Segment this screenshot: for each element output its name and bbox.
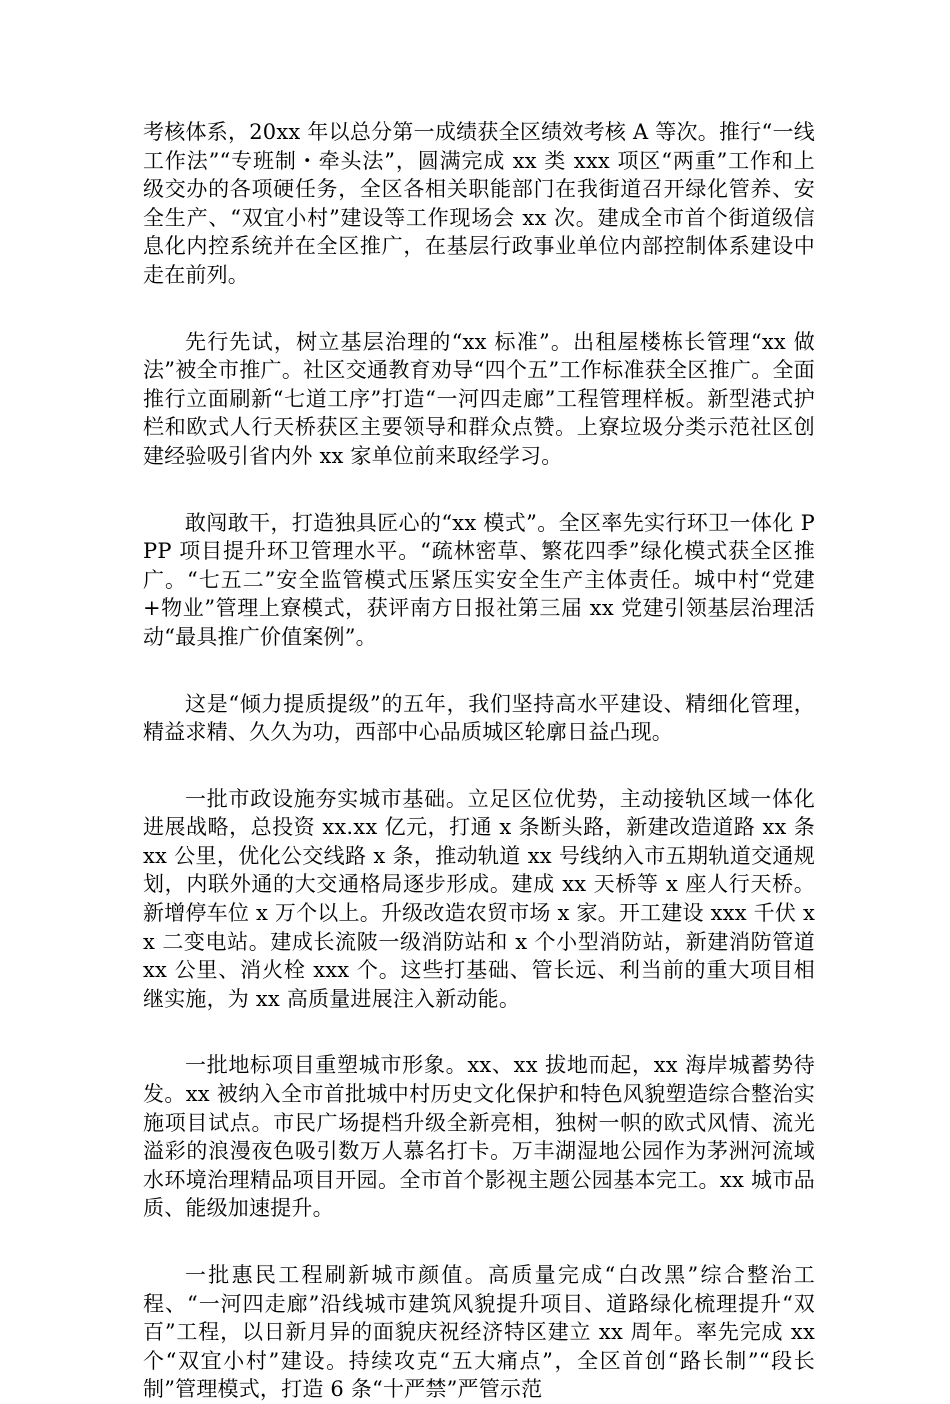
paragraph-6: 一批地标项目重塑城市形象。xx、xx 拔地而起，xx 海岸城蓄势待发。xx 被纳入全市首批城中村历史文化保护和特色风貌塑造综合整治实施项目试点。市民广场提档升级全新亮相，独树一帜的欧式风情、流光溢彩的浪漫夜色吸引数万人慕名打卡。万丰湖湿地公园作为茅洲河流域水环境治理精品项目开园。全市首个影视主题公园基本完工。xx 城市品质、能级加速提升。 [143,1053,815,1221]
paragraph-7: 一批惠民工程刷新城市颜值。高质量完成“白改黑”综合整治工程、“一河四走廊”沿线城市建筑风貌提升项目、道路绿化梳理提升“双百”工程，以日新月异的面貌庆祝经济特区建立 xx 周年。率先完成 xx 个“双宜小村”建设。持续攻克“五大痛点”，全区首创“路长制”“段长制”管理模式，打造 6 条“十严禁”严管示范 [143,1263,815,1402]
paragraph-5: 一批市政设施夯实城市基础。立足区位优势，主动接轨区域一体化进展战略，总投资 xx.xx 亿元，打通 x 条断头路，新建改造道路 xx 条 xx 公里，优化公交线路 x 条，推动轨道 xx 号线纳入市五期轨道交通规划，内联外通的大交通格局逐步形成。建成 xx 天桥等 x 座人行天桥。新增停车位 x 万个以上。升级改造农贸市场 x 家。开工建设 xxx 千伏 xx 二变电站。建成长流陂一级消防站和 x 个小型消防站，新建消防管道 xx 公里、消火栓 xxx 个。这些打基础、管长远、利当前的重大项目相继实施，为 xx 高质量进展注入新动能。 [143,786,815,1011]
paragraph-1: 考核体系，20xx 年以总分第一成绩获全区绩效考核 A 等次。推行“一线工作法”“专班制・牵头法”，圆满完成 xx 类 xxx 项区“两重”工作和上级交办的各项硬任务，全区各相关职能部门在我街道召开绿化管养、安全生产、“双宜小村”建设等工作现场会 xx 次。建成全市首个街道级信息化内控系统并在全区推广，在基层行政事业单位内部控制体系建设中走在前列。 [143,120,815,287]
paragraph-2: 先行先试，树立基层治理的“xx 标准”。出租屋楼栋长管理“xx 做法”被全市推广。社区交通教育劝导“四个五”工作标准获全区推广。全面推行立面刷新“七道工序”打造“一河四走廊”工程管理样板。新型港式护栏和欧式人行天桥获区主要领导和群众点赞。上寮垃圾分类示范社区创建经验吸引省内外 xx 家单位前来取经学习。 [143,329,815,468]
paragraph-3: 敢闯敢干，打造独具匠心的“xx 模式”。全区率先实行环卫一体化 PPP 项目提升环卫管理水平。“疏林密草、繁花四季”绿化模式获全区推广。“七五二”安全监管模式压紧压实安全生产主体责任。城中村“党建+物业”管理上寮模式，获评南方日报社第三届 xx 党建引领基层治理活动“最具推广价值案例”。 [143,510,815,649]
document-page [143,118,815,1404]
paragraph-4: 这是“倾力提质提级”的五年，我们坚持高水平建设、精细化管理，精益求精、久久为功，西部中心品质城区轮廓日益凸现。 [143,691,815,745]
